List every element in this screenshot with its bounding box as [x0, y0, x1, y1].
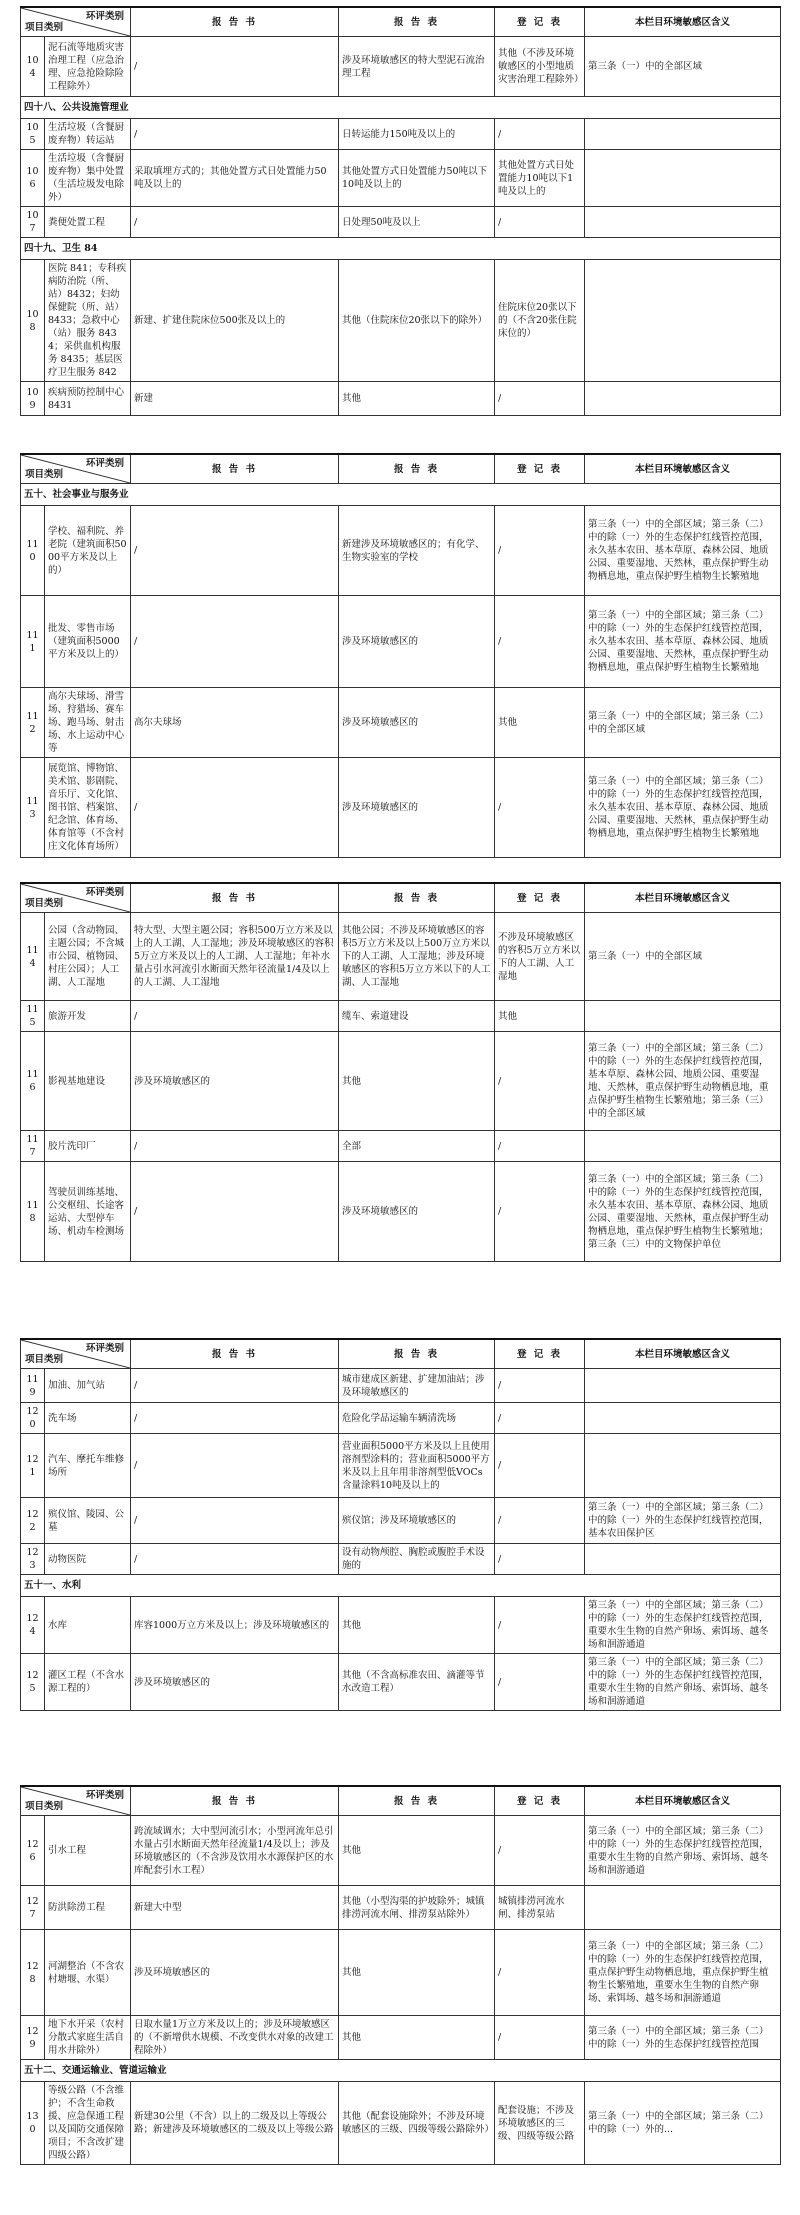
- header-sensitive-area: 本栏目环境敏感区含义: [585, 454, 781, 484]
- report-book-criteria: /: [131, 1369, 339, 1403]
- report-book-criteria: 新建、扩建住院床位500张及以上的: [131, 260, 339, 382]
- row-number: 104: [21, 37, 45, 97]
- header-report-book: 报 告 书: [131, 454, 339, 484]
- header-report-book: 报 告 书: [131, 1339, 339, 1369]
- row-number: 112: [21, 688, 45, 758]
- project-category: 影视基地建设: [45, 1032, 131, 1131]
- header-report-book: 报 告 书: [131, 883, 339, 913]
- report-table-criteria: 其他: [339, 1597, 495, 1654]
- header-sensitive-area: 本栏目环境敏感区含义: [585, 1339, 781, 1369]
- header-registration: 登 记 表: [495, 1786, 585, 1816]
- project-category: 水库: [45, 1597, 131, 1654]
- row-number: 115: [21, 1001, 45, 1032]
- sensitive-area-meaning: [585, 150, 781, 207]
- header-diagonal-cell: [21, 883, 131, 913]
- header-row: [21, 454, 781, 484]
- section-row: [21, 1575, 781, 1597]
- project-category: 动物医院: [45, 1544, 131, 1575]
- registration-criteria: 不涉及环境敏感区的容积5万立方米以下的人工湖、人工湿地: [495, 913, 585, 1001]
- header-report-table: 报 告 表: [339, 1339, 495, 1369]
- report-book-criteria: /: [131, 758, 339, 858]
- row-number: 128: [21, 1930, 45, 2016]
- registration-criteria: /: [495, 119, 585, 150]
- sensitive-area-meaning: [585, 1544, 781, 1575]
- header-diagonal-bottom: 项目类别: [25, 469, 64, 480]
- report-book-criteria: /: [131, 506, 339, 596]
- registration-criteria: /: [495, 1816, 585, 1886]
- row-number: 113: [21, 758, 45, 858]
- project-category: 展览馆、博物馆、美术馆、影剧院、音乐厅、文化馆、图书馆、档案馆、纪念馆、体育场、体育馆等（不含村庄文化体育场所）: [45, 758, 131, 858]
- registration-criteria: /: [495, 1162, 585, 1262]
- report-table-criteria: 涉及环境敏感区的: [339, 758, 495, 858]
- report-table-criteria: 其他公园；不涉及环境敏感区的容积5万立方米及以上500万立方米以下的人工湖、人工湿地；涉及环境敏感区的容积5万立方米以下的人工湖、人工湿地: [339, 913, 495, 1001]
- classification-table: [20, 6, 781, 416]
- sensitive-area-meaning: 第三条（一）中的全部区域；第三条（二）中的除（一）外的...: [585, 2082, 781, 2165]
- header-diagonal-cell: [21, 1786, 131, 1816]
- registration-criteria: 其他: [495, 1001, 585, 1032]
- table-row: [21, 1001, 781, 1032]
- registration-criteria: /: [495, 758, 585, 858]
- table-row: [21, 1434, 781, 1498]
- report-book-criteria: /: [131, 1162, 339, 1262]
- row-number: 116: [21, 1032, 45, 1131]
- header-registration: 登 记 表: [495, 1339, 585, 1369]
- header-diagonal-cell: [21, 1339, 131, 1369]
- header-row: [21, 883, 781, 913]
- header-report-table: 报 告 表: [339, 454, 495, 484]
- project-category: 胶片洗印厂: [45, 1131, 131, 1162]
- table-row: [21, 1597, 781, 1654]
- sensitive-area-meaning: [585, 382, 781, 416]
- report-book-criteria: 涉及环境敏感区的: [131, 1930, 339, 2016]
- row-number: 105: [21, 119, 45, 150]
- report-book-criteria: 新建大中型: [131, 1886, 339, 1930]
- project-category: 殡仪馆、陵园、公墓: [45, 1498, 131, 1544]
- sensitive-area-meaning: 第三条（一）中的全部区域；第三条（二）中的除（一）外的生态保护红线管控范围，重点保护野生动物栖息地，重点保护野生植物生长繁殖地，重要水生生物的自然产卵场、索饵场、越冬场和洄游通道: [585, 1930, 781, 2016]
- report-table-criteria: 日转运能力150吨及以上的: [339, 119, 495, 150]
- registration-criteria: /: [495, 1434, 585, 1498]
- header-row: [21, 7, 781, 37]
- report-book-criteria: /: [131, 207, 339, 238]
- sensitive-area-meaning: [585, 1001, 781, 1032]
- report-book-criteria: 新建30公里（不含）以上的二级及以上等级公路；新建涉及环境敏感区的二级及以上等级公路: [131, 2082, 339, 2165]
- header-diagonal-top: 环评类别: [85, 887, 124, 898]
- report-book-criteria: /: [131, 1434, 339, 1498]
- project-category: 生活垃圾（含餐厨废弃物）转运站: [45, 119, 131, 150]
- report-table-criteria: 其他: [339, 1930, 495, 2016]
- section-title: 五十二、交通运输业、管道运输业: [21, 2060, 781, 2082]
- report-table-criteria: 城市建成区新建、扩建加油站；涉及环境敏感区的: [339, 1369, 495, 1403]
- classification-table: [20, 1785, 781, 2165]
- table-row: [21, 119, 781, 150]
- sensitive-area-meaning: 第三条（一）中的全部区域；第三条（二）中的除（一）外的生态保护红线管控范围，永久基本农田、基本草原、森林公园、地质公园、重要湿地、天然林，重点保护野生动物栖息地，重点保护野生植物生长繁殖地: [585, 596, 781, 688]
- table-row: [21, 1816, 781, 1886]
- header-diagonal-top: 环评类别: [85, 1790, 124, 1801]
- project-category: 医院 841；专科疾病防治院（所、站）8432；妇幼保健院（所、站）8433；急救中心（站）服务 8434；采供血机构服务 8435；基层医疗卫生服务 842: [45, 260, 131, 382]
- report-book-criteria: /: [131, 1403, 339, 1434]
- project-category: 河湖整治（不含农村塘堰、水渠）: [45, 1930, 131, 2016]
- header-row: [21, 1786, 781, 1816]
- row-number: 108: [21, 260, 45, 382]
- report-table-criteria: 其他（住院床位20张以下的除外）: [339, 260, 495, 382]
- row-number: 130: [21, 2082, 45, 2165]
- table-row: [21, 1032, 781, 1131]
- header-diagonal-top: 环评类别: [85, 11, 124, 22]
- header-report-table: 报 告 表: [339, 7, 495, 37]
- sensitive-area-meaning: [585, 1886, 781, 1930]
- project-category: 高尔夫球场、滑雪场、狩猎场、赛车场、跑马场、射击场、水上运动中心等: [45, 688, 131, 758]
- header-diagonal-top: 环评类别: [85, 1343, 124, 1354]
- header-sensitive-area: 本栏目环境敏感区含义: [585, 1786, 781, 1816]
- header-diagonal-top: 环评类别: [85, 458, 124, 469]
- registration-criteria: 城镇排涝河流水闸、排涝泵站: [495, 1886, 585, 1930]
- classification-table: [20, 1338, 781, 1711]
- project-category: 等级公路（不含维护；不含生命救援、应急保通工程以及国防交通保障项目；不含改扩建四级公路）: [45, 2082, 131, 2165]
- table-row: [21, 1162, 781, 1262]
- registration-criteria: /: [495, 1930, 585, 2016]
- table-block-5: [20, 1785, 780, 2165]
- table-row: [21, 1498, 781, 1544]
- report-table-criteria: 设有动物颅腔、胸腔或腹腔手术设施的: [339, 1544, 495, 1575]
- project-category: 批发、零售市场（建筑面积5000平方米及以上的）: [45, 596, 131, 688]
- row-number: 126: [21, 1816, 45, 1886]
- header-row: [21, 1339, 781, 1369]
- project-category: 加油、加气站: [45, 1369, 131, 1403]
- row-number: 127: [21, 1886, 45, 1930]
- report-table-criteria: 其他: [339, 382, 495, 416]
- sensitive-area-meaning: [585, 207, 781, 238]
- report-table-criteria: 新建涉及环境敏感区的；有化学、生物实验室的学校: [339, 506, 495, 596]
- header-registration: 登 记 表: [495, 883, 585, 913]
- table-row: [21, 2016, 781, 2060]
- header-diagonal-cell: [21, 7, 131, 37]
- classification-table: [20, 453, 781, 858]
- header-report-table: 报 告 表: [339, 883, 495, 913]
- report-table-criteria: 其他: [339, 1032, 495, 1131]
- project-category: 灌区工程（不含水源工程的）: [45, 1654, 131, 1711]
- row-number: 114: [21, 913, 45, 1001]
- registration-criteria: /: [495, 1032, 585, 1131]
- report-table-criteria: 危险化学品运输车辆清洗场: [339, 1403, 495, 1434]
- project-category: 生活垃圾（含餐厨废弃物）集中处置（生活垃圾发电除外）: [45, 150, 131, 207]
- registration-criteria: /: [495, 1498, 585, 1544]
- report-table-criteria: 涉及环境敏感区的: [339, 688, 495, 758]
- report-table-criteria: 涉及环境敏感区的特大型泥石流治理工程: [339, 37, 495, 97]
- report-book-criteria: /: [131, 119, 339, 150]
- section-title: 五十、社会事业与服务业: [21, 484, 781, 506]
- table-row: [21, 260, 781, 382]
- report-book-criteria: /: [131, 37, 339, 97]
- project-category: 地下水开采（农村分散式家庭生活自用水井除外）: [45, 2016, 131, 2060]
- report-table-criteria: 其他处置方式日处置能力50吨以下10吨及以上的: [339, 150, 495, 207]
- sensitive-area-meaning: 第三条（一）中的全部区域；第三条（二）中的除（一）外的生态保护红线管控范围，重要水生生物的自然产卵场、索饵场、越冬场和洄游通道: [585, 1597, 781, 1654]
- report-table-criteria: 其他（配套设施除外；不涉及环境敏感区的三级、四级等级公路除外）: [339, 2082, 495, 2165]
- registration-criteria: 其他（不涉及环境敏感区的小型地质灾害治理工程除外）: [495, 37, 585, 97]
- header-diagonal-bottom: 项目类别: [25, 1801, 64, 1812]
- header-diagonal-bottom: 项目类别: [25, 898, 64, 909]
- sensitive-area-meaning: 第三条（一）中的全部区域；第三条（二）中的除（一）外的生态保护红线管控范围，永久基本农田、基本草原、森林公园、地质公园、重要湿地、天然林，重点保护野生动物栖息地，重点保护野生植物生长繁殖地: [585, 506, 781, 596]
- classification-table: [20, 882, 781, 1262]
- table-block-3: [20, 882, 780, 1262]
- section-row: [21, 97, 781, 119]
- registration-criteria: /: [495, 2016, 585, 2060]
- sensitive-area-meaning: [585, 1131, 781, 1162]
- report-table-criteria: 涉及环境敏感区的: [339, 596, 495, 688]
- section-row: [21, 238, 781, 260]
- report-table-criteria: 殡仪馆；涉及环境敏感区的: [339, 1498, 495, 1544]
- row-number: 117: [21, 1131, 45, 1162]
- report-table-criteria: 涉及环境敏感区的: [339, 1162, 495, 1262]
- report-table-criteria: 缆车、索道建设: [339, 1001, 495, 1032]
- report-book-criteria: 日取水量1万立方米及以上的；涉及环境敏感区的（不新增供水规模、不改变供水对象的改建工程除外）: [131, 2016, 339, 2060]
- section-row: [21, 484, 781, 506]
- row-number: 125: [21, 1654, 45, 1711]
- table-row: [21, 758, 781, 858]
- project-category: 汽车、摩托车维修场所: [45, 1434, 131, 1498]
- project-category: 驾驶员训练基地、公交枢纽、长途客运站、大型停车场、机动车检测场: [45, 1162, 131, 1262]
- header-diagonal-bottom: 项目类别: [25, 22, 64, 33]
- table-row: [21, 596, 781, 688]
- sensitive-area-meaning: [585, 1434, 781, 1498]
- header-diagonal-cell: [21, 454, 131, 484]
- report-book-criteria: 新建: [131, 382, 339, 416]
- row-number: 129: [21, 2016, 45, 2060]
- project-category: 旅游开发: [45, 1001, 131, 1032]
- table-row: [21, 1930, 781, 2016]
- row-number: 110: [21, 506, 45, 596]
- report-table-criteria: 其他（不含高标准农田、滴灌等节水改造工程）: [339, 1654, 495, 1711]
- registration-criteria: 配套设施；不涉及环境敏感区的三级、四级等级公路: [495, 2082, 585, 2165]
- report-book-criteria: /: [131, 1001, 339, 1032]
- report-table-criteria: 营业面积5000平方米及以上且使用溶剂型涂料的；营业面积5000平方米及以上且年用非溶剂型低VOCs含量涂料10吨及以上的: [339, 1434, 495, 1498]
- sensitive-area-meaning: 第三条（一）中的全部区域: [585, 913, 781, 1001]
- sensitive-area-meaning: 第三条（一）中的全部区域；第三条（二）中的除（一）外的生态保护红线管控范围，重要水生生物的自然产卵场、索饵场、越冬场和洄游通道: [585, 1654, 781, 1711]
- report-book-criteria: /: [131, 1544, 339, 1575]
- project-category: 引水工程: [45, 1816, 131, 1886]
- table-row: [21, 913, 781, 1001]
- table-row: [21, 150, 781, 207]
- registration-criteria: /: [495, 1369, 585, 1403]
- sensitive-area-meaning: 第三条（一）中的全部区域；第三条（二）中的除（一）外的生态保护红线管控范围，基本草原、森林公园、地质公园、重要湿地、天然林，重点保护野生动物栖息地，重点保护野生植物生长繁殖地；第三条（三）中的全部区域: [585, 1032, 781, 1131]
- section-row: [21, 2060, 781, 2082]
- sensitive-area-meaning: [585, 260, 781, 382]
- registration-criteria: /: [495, 1597, 585, 1654]
- registration-criteria: /: [495, 382, 585, 416]
- row-number: 107: [21, 207, 45, 238]
- row-number: 106: [21, 150, 45, 207]
- header-sensitive-area: 本栏目环境敏感区含义: [585, 883, 781, 913]
- registration-criteria: 其他处置方式日处置能力10吨以下1吨及以上的: [495, 150, 585, 207]
- table-row: [21, 688, 781, 758]
- row-number: 123: [21, 1544, 45, 1575]
- section-title: 四十九、卫生 84: [21, 238, 781, 260]
- table-row: [21, 506, 781, 596]
- report-book-criteria: 涉及环境敏感区的: [131, 1032, 339, 1131]
- registration-criteria: /: [495, 1544, 585, 1575]
- registration-criteria: /: [495, 207, 585, 238]
- table-row: [21, 1403, 781, 1434]
- sensitive-area-meaning: [585, 119, 781, 150]
- header-sensitive-area: 本栏目环境敏感区含义: [585, 7, 781, 37]
- table-row: [21, 1886, 781, 1930]
- table-block-4: [20, 1338, 780, 1711]
- project-category: 粪便处置工程: [45, 207, 131, 238]
- registration-criteria: /: [495, 506, 585, 596]
- sensitive-area-meaning: 第三条（一）中的全部区域；第三条（二）中的除（一）外的生态保护红线管控范围，永久基本农田、基本草原、森林公园、地质公园、重要湿地、天然林，重点保护野生动物栖息地，重点保护野生植物生长繁殖地；第三条（三）中的文物保护单位: [585, 1162, 781, 1262]
- report-table-criteria: 日处理50吨及以上: [339, 207, 495, 238]
- table-row: [21, 382, 781, 416]
- report-book-criteria: 采取填埋方式的；其他处置方式日处置能力50吨及以上的: [131, 150, 339, 207]
- table-row: [21, 2082, 781, 2165]
- header-registration: 登 记 表: [495, 454, 585, 484]
- sensitive-area-meaning: 第三条（一）中的全部区域；第三条（二）中的除（一）外的生态保护红线管控范围: [585, 2016, 781, 2060]
- table-row: [21, 1654, 781, 1711]
- report-book-criteria: /: [131, 1498, 339, 1544]
- registration-criteria: /: [495, 1403, 585, 1434]
- report-book-criteria: /: [131, 596, 339, 688]
- report-book-criteria: 涉及环境敏感区的: [131, 1654, 339, 1711]
- row-number: 120: [21, 1403, 45, 1434]
- report-book-criteria: 高尔夫球场: [131, 688, 339, 758]
- sensitive-area-meaning: [585, 1403, 781, 1434]
- table-block-2: [20, 453, 780, 858]
- table-row: [21, 207, 781, 238]
- registration-criteria: 住院床位20张以下的（不含20张住院床位的）: [495, 260, 585, 382]
- registration-criteria: /: [495, 1131, 585, 1162]
- sensitive-area-meaning: 第三条（一）中的全部区域: [585, 37, 781, 97]
- report-book-criteria: 特大型、大型主题公园；容积500万立方米及以上的人工湖、人工湿地；涉及环境敏感区的容积5万立方米及以上的人工湖、人工湿地；年补水量占引水河流引水断面天然年径流量1/4及以上的人工湖、人工湿地: [131, 913, 339, 1001]
- header-registration: 登 记 表: [495, 7, 585, 37]
- project-category: 疾病预防控制中心 8431: [45, 382, 131, 416]
- sensitive-area-meaning: 第三条（一）中的全部区域；第三条（二）中的除（一）外的生态保护红线管控范围，基本农田保护区: [585, 1498, 781, 1544]
- row-number: 122: [21, 1498, 45, 1544]
- project-category: 学校、福利院、养老院（建筑面积5000平方米及以上的）: [45, 506, 131, 596]
- section-title: 四十八、公共设施管理业: [21, 97, 781, 119]
- table-row: [21, 1544, 781, 1575]
- sensitive-area-meaning: 第三条（一）中的全部区域；第三条（二）中的除（一）外的生态保护红线管控范围，永久基本农田、基本草原、森林公园、地质公园、重要湿地、天然林，重点保护野生动物栖息地，重点保护野生植物生长繁殖地: [585, 758, 781, 858]
- project-category: 防洪除涝工程: [45, 1886, 131, 1930]
- report-book-criteria: 库容1000万立方米及以上；涉及环境敏感区的: [131, 1597, 339, 1654]
- project-category: 泥石流等地质灾害治理工程（应急治理、应急抢险除险工程除外）: [45, 37, 131, 97]
- registration-criteria: /: [495, 596, 585, 688]
- report-book-criteria: 跨流域调水；大中型河流引水；小型河流年总引水量占引水断面天然年径流量1/4及以上；涉及环境敏感区的（不含涉及饮用水水源保护区的水库配套引水工程）: [131, 1816, 339, 1886]
- table-row: [21, 37, 781, 97]
- table-row: [21, 1369, 781, 1403]
- registration-criteria: 其他: [495, 688, 585, 758]
- row-number: 111: [21, 596, 45, 688]
- sensitive-area-meaning: 第三条（一）中的全部区域；第三条（二）中的除（一）外的生态保护红线管控范围，重要水生生物的自然产卵场、索饵场、越冬场和洄游通道: [585, 1816, 781, 1886]
- row-number: 109: [21, 382, 45, 416]
- row-number: 124: [21, 1597, 45, 1654]
- registration-criteria: /: [495, 1654, 585, 1711]
- report-table-criteria: 其他: [339, 2016, 495, 2060]
- header-report-table: 报 告 表: [339, 1786, 495, 1816]
- project-category: 洗车场: [45, 1403, 131, 1434]
- report-table-criteria: 其他: [339, 1816, 495, 1886]
- sensitive-area-meaning: 第三条（一）中的全部区域；第三条（二）中的全部区域: [585, 688, 781, 758]
- header-report-book: 报 告 书: [131, 7, 339, 37]
- row-number: 121: [21, 1434, 45, 1498]
- table-block-1: [20, 6, 780, 416]
- sensitive-area-meaning: [585, 1369, 781, 1403]
- report-book-criteria: /: [131, 1131, 339, 1162]
- table-row: [21, 1131, 781, 1162]
- project-category: 公园（含动物园、主题公园；不含城市公园、植物园、村庄公园）；人工湖、人工湿地: [45, 913, 131, 1001]
- section-title: 五十一、水利: [21, 1575, 781, 1597]
- report-table-criteria: 全部: [339, 1131, 495, 1162]
- row-number: 118: [21, 1162, 45, 1262]
- report-table-criteria: 其他（小型沟渠的护坡除外；城镇排涝河流水闸、排涝泵站除外）: [339, 1886, 495, 1930]
- row-number: 119: [21, 1369, 45, 1403]
- header-diagonal-bottom: 项目类别: [25, 1354, 64, 1365]
- header-report-book: 报 告 书: [131, 1786, 339, 1816]
